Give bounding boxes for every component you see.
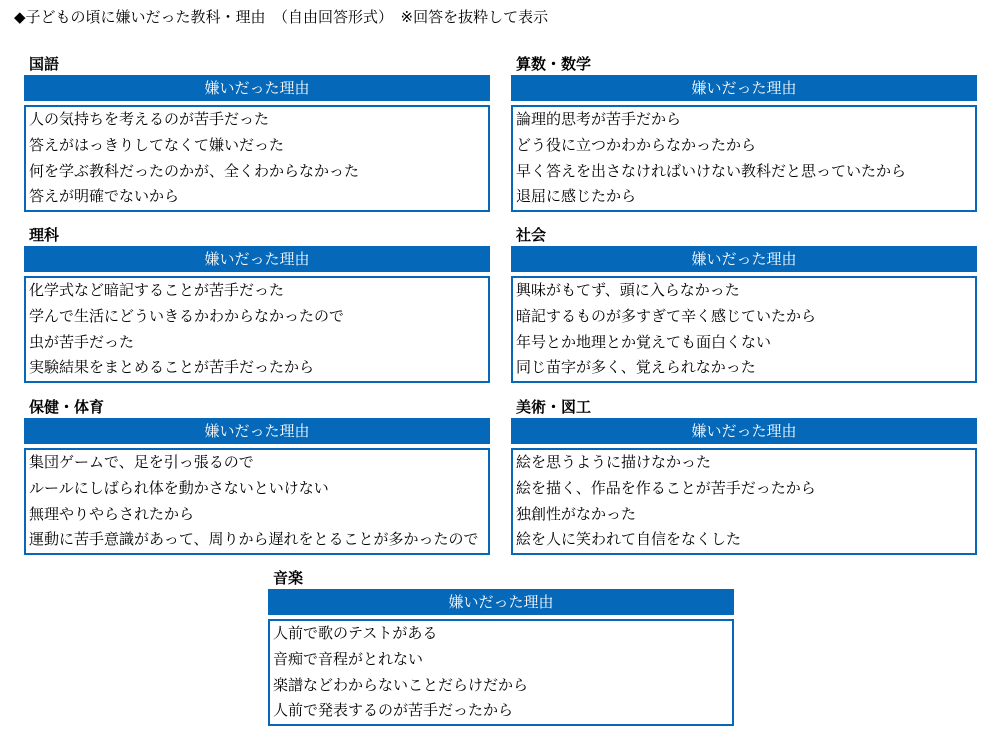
reason-box bbox=[511, 105, 977, 212]
reason-box bbox=[268, 619, 734, 726]
section-title: 美術・図工 bbox=[516, 398, 592, 416]
reason-item: 絵を描く、作品を作ることが苦手だったから bbox=[516, 478, 816, 497]
section-header-bar: 嫌いだった理由 bbox=[511, 246, 977, 272]
reason-item: 人の気持ちを考えるのが苦手だった bbox=[29, 110, 270, 128]
reason-box bbox=[511, 276, 977, 383]
reason-item: ルールにしばられ体を動かさないといけない bbox=[29, 478, 329, 497]
reason-item: 実験結果をまとめることが苦手だったから bbox=[29, 358, 315, 377]
reason-item: 人前で発表するのが苦手だったから bbox=[273, 701, 514, 720]
reason-item: 早く答えを出さなければいけない教科だと思っていたから bbox=[516, 161, 907, 180]
reason-list bbox=[513, 450, 975, 553]
section-title: 保健・体育 bbox=[29, 398, 105, 416]
reason-item: 答えが明確でないから bbox=[29, 187, 180, 206]
section-sansu-sugaku bbox=[511, 53, 977, 212]
section-title: 社会 bbox=[516, 226, 547, 244]
reason-item: 独創性がなかった bbox=[516, 504, 637, 523]
section-shakai bbox=[511, 224, 977, 383]
reason-item: 人前で歌のテストがある bbox=[273, 624, 438, 642]
section-header-bar: 嫌いだった理由 bbox=[511, 75, 977, 101]
reason-item: 同じ苗字が多く、覚えられなかった bbox=[516, 358, 756, 377]
section-bijutsu-zuko bbox=[511, 396, 977, 555]
reason-item: 何を学ぶ教科だったのかが、全くわからなかった bbox=[29, 161, 360, 180]
reason-item: 絵を思うように描けなかった bbox=[516, 453, 712, 471]
reason-item: 論理的思考が苦手だから bbox=[516, 110, 682, 128]
reason-item: 化学式など暗記することが苦手だった bbox=[29, 281, 285, 299]
section-ongaku bbox=[268, 567, 734, 726]
page-title: ◆子どもの頃に嫌いだった教科・理由 （自由回答形式） ※回答を抜粋して表示 bbox=[14, 8, 549, 26]
reason-item: 暗記するものが多すぎて辛く感じていたから bbox=[516, 306, 817, 325]
reason-box bbox=[511, 448, 977, 555]
reason-box bbox=[24, 105, 490, 212]
reason-list bbox=[270, 621, 732, 724]
section-header-bar: 嫌いだった理由 bbox=[268, 589, 734, 615]
section-header-bar: 嫌いだった理由 bbox=[24, 418, 490, 444]
reason-box bbox=[24, 448, 490, 555]
reason-item: 集団ゲームで、足を引っ張るので bbox=[29, 453, 254, 471]
reason-item: 退屈に感じたから bbox=[516, 187, 637, 206]
section-header-bar: 嫌いだった理由 bbox=[24, 246, 490, 272]
section-hoken-taiiku bbox=[24, 396, 490, 555]
reason-item: 答えがはっきりしてなくて嫌いだった bbox=[29, 135, 285, 154]
reason-item: 年号とか地理とか覚えても面白くない bbox=[516, 332, 772, 351]
section-header-bar: 嫌いだった理由 bbox=[511, 418, 977, 444]
section-rika bbox=[24, 224, 490, 383]
section-title: 算数・数学 bbox=[516, 55, 592, 73]
reason-list bbox=[26, 107, 488, 210]
reason-list bbox=[26, 278, 488, 381]
reason-item: 学んで生活にどういきるかわからなかったので bbox=[29, 306, 345, 325]
reason-item: 無理やりやらされたから bbox=[29, 504, 195, 523]
reason-item: 音痴で音程がとれない bbox=[273, 649, 424, 668]
reason-item: 興味がもてず、頭に入らなかった bbox=[516, 281, 740, 299]
section-title: 理科 bbox=[29, 226, 60, 244]
section-title: 音楽 bbox=[273, 569, 304, 587]
reason-item: どう役に立つかわからなかったから bbox=[516, 135, 757, 154]
reason-list bbox=[513, 278, 975, 381]
section-header-bar: 嫌いだった理由 bbox=[24, 75, 490, 101]
reason-list bbox=[26, 450, 488, 553]
reason-list bbox=[513, 107, 975, 210]
reason-item: 虫が苦手だった bbox=[29, 332, 135, 351]
section-title: 国語 bbox=[29, 55, 60, 73]
section-kokugo bbox=[24, 53, 490, 212]
reason-item: 絵を人に笑われて自信をなくした bbox=[516, 530, 742, 549]
reason-item: 運動に苦手意識があって、周りから遅れをとることが多かったので bbox=[29, 530, 479, 549]
reason-item: 楽譜などわからないことだらけだから bbox=[273, 675, 529, 694]
reason-box bbox=[24, 276, 490, 383]
